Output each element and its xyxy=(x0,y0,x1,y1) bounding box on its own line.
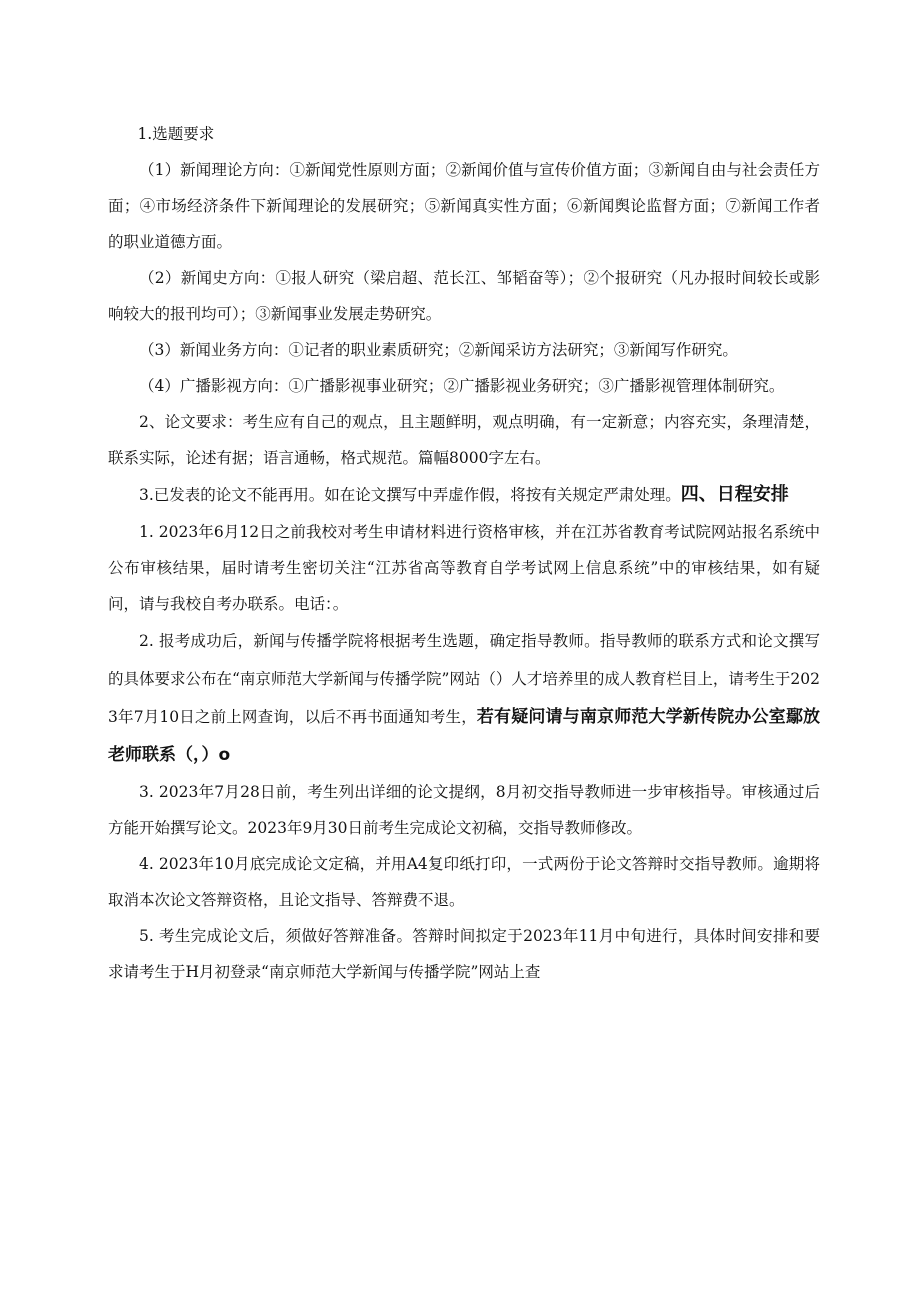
schedule-item-2-contact: 若有疑问请与南京师范大学新传院办公室鄢放老师联系（，）o xyxy=(108,707,821,765)
schedule-item-5: 5. 考生完成论文后，须做好答辩准备。答辩时间拟定于2023年11月中旬进行，具体时间安排和要求请考生于H月初登录“南京师范大学新闻与传播学院”网站上查 xyxy=(108,927,820,981)
topic-item-news-history: （2）新闻史方向：①报人研究（梁启超、范长江、邹韬奋等）；②个报研究（凡办报时间较长或影响较大的报刊均可）；③新闻事业发展走势研究。 xyxy=(108,269,820,323)
paper-requirements: 2、论文要求：考生应有自己的观点，且主题鲜明，观点明确，有一定新意；内容充实，条理清楚，联系实际，论述有据；语言通畅，格式规范。篇幅8000字左右。 xyxy=(108,413,820,467)
schedule-heading: 四、日程安排 xyxy=(680,484,789,505)
no-reuse-text: 3.已发表的论文不能再用。如在论文撰写中弄虚作假，将按有关规定严肃处理。 xyxy=(139,486,681,504)
topic-item-news-theory: （1）新闻理论方向：①新闻党性原则方面；②新闻价值与宣传价值方面；③新闻自由与社会责任方面；④市场经济条件下新闻理论的发展研究；⑤新闻真实性方面；⑥新闻舆论监督方面；⑦新闻工作者的职业道德方面。 xyxy=(108,161,820,251)
topic-item-news-practice: （3）新闻业务方向：①记者的职业素质研究；②新闻采访方法研究；③新闻写作研究。 xyxy=(139,341,738,359)
schedule-item-2 xyxy=(108,622,820,774)
schedule-item-3: 3. 2023年7月28日前，考生列出详细的论文提纲，8月初交指导教师进一步审核指导。审核通过后方能开始撰写论文。2023年9月30日前考生完成论文初稿，交指导教师修改。 xyxy=(108,783,820,837)
schedule-item-2-text: 2. 报考成功后，新闻与传播学院将根据考生选题，确定指导教师。指导教师的联系方式和论文撰写的具体要求公布在“南京师范大学新闻与传播学院”网站（）人才培养里的成人教育栏目上，请考生于2023年7月10日之前上网查询，以后不再书面通知考生， xyxy=(108,632,820,726)
schedule-item-1: 1. 2023年6月12日之前我校对考生申请材料进行资格审核，并在江苏省教育考试院网站报名系统中公布审核结果，届时请考生密切关注“江苏省高等教育自学考试网上信息系统”中的审核结果，如有疑问，请与我校自考办联系。电话：。 xyxy=(108,523,820,613)
topic-requirements-heading: 1.选题要求 xyxy=(137,125,215,143)
document-body xyxy=(108,116,820,990)
topic-item-broadcasting: （4）广播影视方向：①广播影视事业研究；②广播影视业务研究；③广播影视管理体制研究。 xyxy=(139,377,785,395)
no-reuse-and-schedule-heading xyxy=(108,476,820,514)
schedule-item-4: 4. 2023年10月底完成论文定稿，并用A4复印纸打印，一式两份于论文答辩时交指导教师。逾期将取消本次论文答辩资格，且论文指导、答辩费不退。 xyxy=(108,855,820,909)
